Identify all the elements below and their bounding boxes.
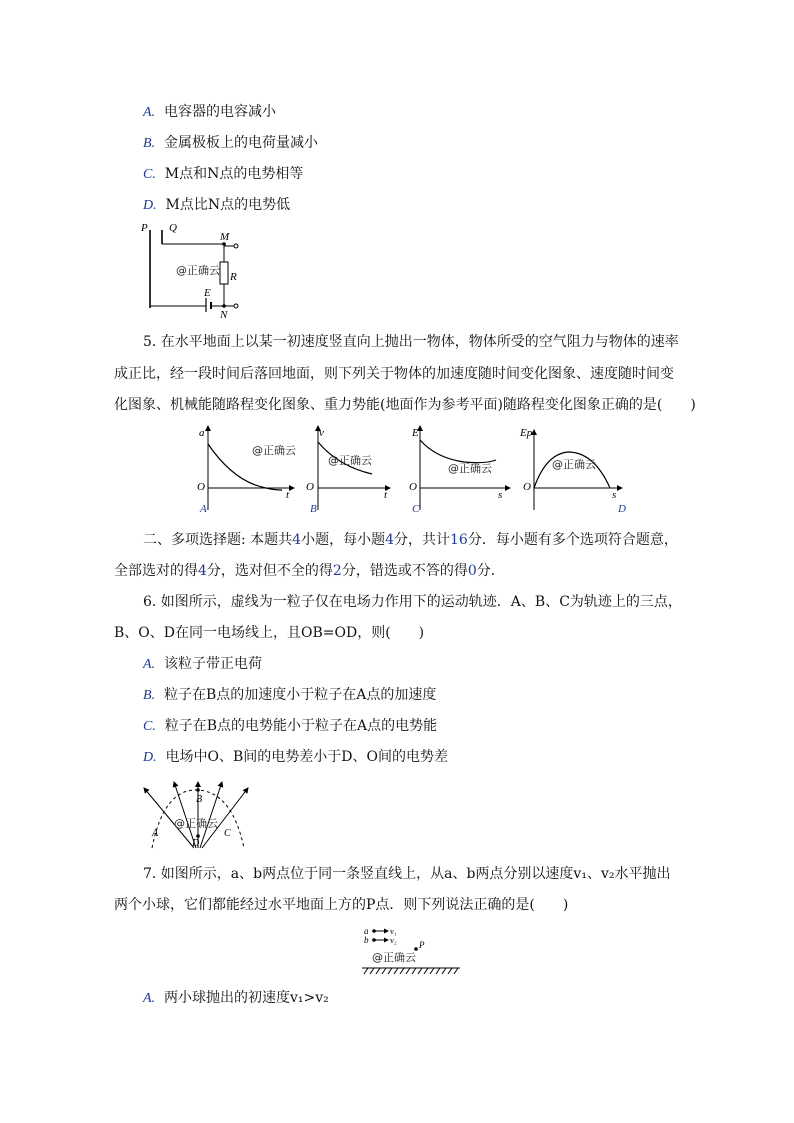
number: 4 bbox=[292, 532, 302, 548]
text: 全部选对的得 bbox=[114, 563, 198, 579]
q4-option-d bbox=[143, 195, 290, 216]
label-m: M bbox=[220, 231, 230, 243]
option-letter: D. bbox=[143, 198, 157, 213]
q7-line-1: 7. 如图所示，a、b两点位于同一条竖直线上，从a、b两点分别以速度v₁、v₂水平抛出 bbox=[143, 866, 671, 882]
option-letter: B. bbox=[143, 688, 156, 703]
number: 0 bbox=[467, 563, 477, 579]
option-text: 粒子在B点的电势能小于粒子在A点的电势能 bbox=[164, 718, 438, 734]
axis-label-x: s bbox=[498, 489, 503, 501]
text: 分，错选或不答的得 bbox=[341, 563, 468, 579]
label-n: N bbox=[220, 309, 228, 320]
watermark: @正确云 bbox=[252, 444, 296, 457]
number: 2 bbox=[332, 563, 342, 579]
q7-option-a bbox=[143, 988, 329, 1009]
number: 4 bbox=[198, 563, 207, 579]
label-v1: v₁ bbox=[390, 927, 397, 936]
q6-option-c bbox=[143, 716, 437, 737]
axis-label-x: s bbox=[612, 489, 617, 501]
label-p: P bbox=[141, 222, 148, 234]
text: 小题，每小题 bbox=[301, 532, 386, 548]
label-a: a bbox=[364, 926, 369, 936]
q5-line-2: 成正比，经一段时间后落回地面，则下列关于物体的加速度随时间变化图象、速度随时间变 bbox=[114, 366, 674, 382]
option-text: 金属极板上的电荷量减小 bbox=[163, 135, 318, 151]
watermark: @正确云 bbox=[552, 458, 596, 471]
graph-letter: A bbox=[200, 503, 207, 515]
text: 分．每小题有多个选项符合题意， bbox=[467, 532, 678, 548]
q4-option-c bbox=[143, 164, 303, 185]
number: 4 bbox=[385, 532, 395, 548]
label-c: C bbox=[224, 828, 231, 839]
watermark: @正确云 bbox=[328, 454, 372, 467]
electric-field-figure bbox=[136, 778, 256, 850]
option-text: 粒子在B点的加速度小于粒子在A点的加速度 bbox=[163, 687, 437, 703]
axis-label-x: t bbox=[286, 489, 290, 501]
label-a: A bbox=[152, 828, 159, 839]
q7-line-2: 两个小球，它们都能经过水平地面上方的P点．则下列说法正确的是( ) bbox=[114, 897, 569, 913]
text: 二、多项选择题: 本题共 bbox=[143, 532, 293, 548]
origin-label: O bbox=[306, 481, 314, 493]
q5-line-3: 化图象、机械能随路程变化图象、重力势能(地面作为参考平面)随路程变化图象正确的是( ) bbox=[114, 397, 696, 413]
projectile-figure bbox=[358, 924, 462, 976]
origin-label: O bbox=[197, 481, 205, 493]
axis-label-y: E bbox=[412, 427, 419, 439]
axis-label-y: v bbox=[319, 427, 324, 439]
q6-option-a bbox=[143, 654, 262, 675]
axis-label-y: a bbox=[199, 427, 205, 439]
option-letter: B. bbox=[143, 136, 156, 151]
option-letter: D. bbox=[143, 750, 157, 765]
option-letter: A. bbox=[143, 991, 156, 1006]
option-text: M点比N点的电势低 bbox=[165, 197, 291, 213]
label-q: Q bbox=[169, 222, 177, 234]
q4-option-b bbox=[143, 133, 318, 154]
option-letter: C. bbox=[143, 167, 156, 182]
origin-label: O bbox=[409, 481, 417, 493]
q6-option-d bbox=[143, 747, 448, 768]
watermark: @正确云 bbox=[176, 264, 220, 277]
label-e: E bbox=[204, 287, 211, 299]
text: 分，选对但不全的得 bbox=[206, 563, 333, 579]
option-text: M点和N点的电势相等 bbox=[164, 166, 304, 182]
number: 16 bbox=[450, 532, 468, 548]
watermark: @正确云 bbox=[372, 951, 416, 964]
graph-b bbox=[306, 426, 390, 515]
option-text: 该粒子带正电荷 bbox=[163, 656, 262, 672]
option-text: 电场中O、B间的电势差小于D、O间的电势差 bbox=[165, 749, 448, 765]
graph-letter: C bbox=[412, 503, 420, 515]
option-text: 电容器的电容减小 bbox=[163, 104, 276, 120]
graph-d bbox=[519, 427, 626, 515]
q6-line-2: B、O、D在同一电场线上，且OB=OD，则( ) bbox=[114, 625, 425, 641]
label-d: D bbox=[192, 838, 200, 849]
label-b: B bbox=[196, 794, 203, 805]
q5-graphs bbox=[190, 420, 630, 516]
option-text: 两小球抛出的初速度v₁>v₂ bbox=[163, 990, 329, 1006]
graph-letter: D bbox=[618, 503, 626, 515]
q4-option-a bbox=[143, 102, 276, 123]
axis-label-y: Ep bbox=[520, 427, 533, 439]
label-b: b bbox=[364, 935, 369, 945]
label-p: P bbox=[419, 940, 425, 950]
q5-line-1: 5. 在水平地面上以某一初速度竖直向上抛出一物体，物体所受的空气阻力与物体的速率 bbox=[143, 334, 679, 350]
text: 分． bbox=[476, 563, 505, 579]
text: 分，共计 bbox=[394, 532, 451, 548]
graph-letter: B bbox=[310, 503, 317, 515]
axis-label-x: t bbox=[384, 489, 388, 501]
graph-a bbox=[197, 426, 296, 515]
q6-line-1: 6. 如图所示，虚线为一粒子仅在电场力作用下的运动轨迹．A、B、C为轨迹上的三点， bbox=[143, 594, 682, 610]
section2-line-1 bbox=[143, 530, 678, 550]
graph-c bbox=[409, 426, 510, 515]
capacitor-circuit-figure bbox=[138, 218, 248, 320]
origin-label: O bbox=[523, 481, 531, 493]
watermark: @正确云 bbox=[448, 462, 492, 475]
option-letter: A. bbox=[143, 105, 156, 120]
watermark: @正确云 bbox=[174, 817, 218, 830]
option-letter: C. bbox=[143, 719, 156, 734]
label-v2: v₂ bbox=[390, 936, 397, 945]
option-letter: A. bbox=[143, 657, 156, 672]
section2-line-2 bbox=[114, 561, 505, 581]
q6-option-b bbox=[143, 685, 436, 706]
label-r: R bbox=[230, 271, 237, 283]
